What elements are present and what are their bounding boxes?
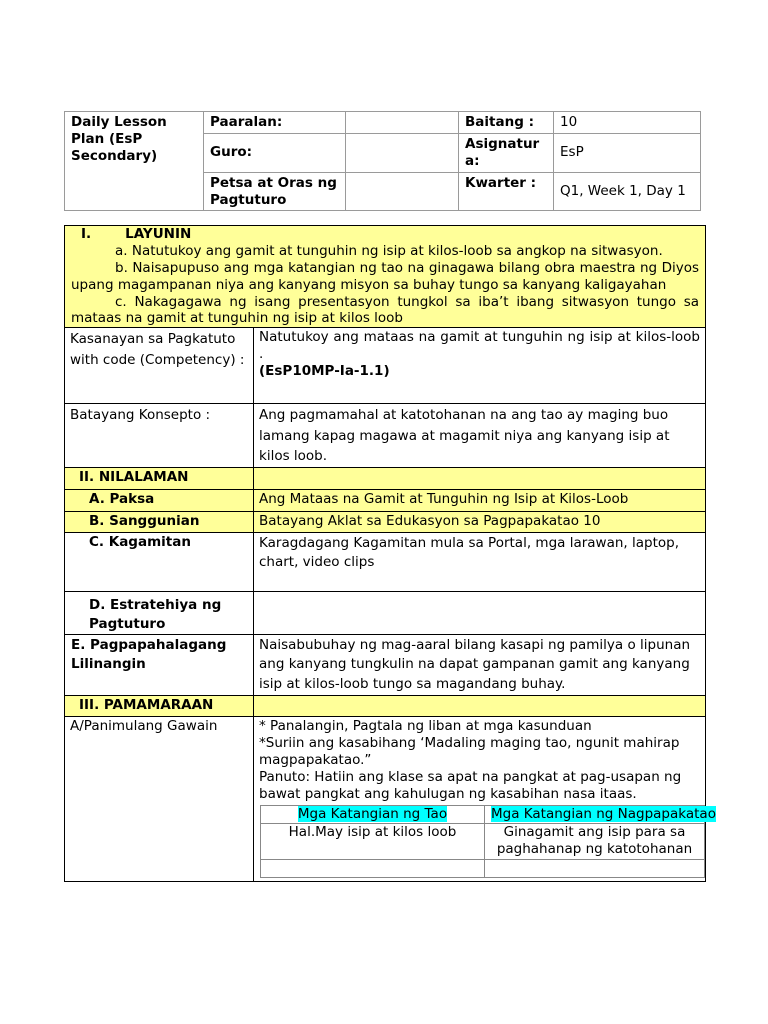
estratehiya-value: [254, 592, 706, 635]
pagpapahalaga-label: E. Pagpapahalagang Lilinangin: [65, 634, 254, 696]
kagamitan-row: [65, 533, 706, 592]
plan-title: Daily Lesson Plan (EsP Secondary): [65, 112, 204, 211]
paaralan-value: [346, 112, 459, 134]
nilalaman-heading: II. NILALAMAN: [65, 468, 254, 490]
kwarter-value: Q1, Week 1, Day 1: [554, 172, 701, 211]
sanggunian-row: [65, 512, 706, 533]
katangian-table: [260, 805, 716, 878]
sanggunian-label: B. Sanggunian: [65, 512, 254, 533]
pamamaraan-heading: III. PAMAMARAAN: [65, 696, 254, 717]
nilalaman-heading-row: [65, 468, 706, 490]
katangian-tao-header: Mga Katangian ng Tao: [297, 805, 448, 822]
kasanayan-text: Natutukoy ang mataas na gamit at tunguhin ng isip at kilos-loob .: [259, 329, 700, 363]
asignatura-label: Asignatura:: [459, 133, 554, 172]
konsepto-row: [65, 404, 706, 468]
petsa-label: Petsa at Oras ng Pagtuturo: [204, 172, 346, 211]
layunin-heading-text: LAYUNIN: [125, 226, 192, 242]
panimula-line-2: *Suriin ang kasabihang ‘Madaling maging tao, ngunit mahirap magpapakatao.”: [259, 735, 680, 769]
petsa-value: [346, 172, 459, 211]
estratehiya-row: [65, 592, 706, 635]
paksa-row: [65, 490, 706, 512]
konsepto-label: Batayang Konsepto :: [65, 404, 254, 468]
guro-label: Guro:: [204, 133, 346, 172]
katangian-nagpapakatao-header: Mga Katangian ng Nagpapakatao: [491, 805, 716, 822]
konsepto-text: Ang pagmamahal at katotohanan na ang tao ay maging buo lamang kapag magawa at magamit niya ang kanyang isip at kilos loob.: [254, 404, 706, 468]
paaralan-label: Paaralan:: [204, 112, 346, 134]
panimula-label: A/Panimulang Gawain: [65, 717, 254, 882]
layunin-item-c: c. Nakagagawa ng isang presentasyon tungkol sa iba’t ibang sitwasyon tungo sa mataas na gamit at tunguhin ng isip at kilos loob: [71, 293, 699, 327]
sanggunian-value: Batayang Aklat sa Edukasyon sa Pagpapakatao 10: [254, 512, 706, 533]
paksa-label: A. Paksa: [65, 490, 254, 512]
katangian-nagpapakatao-example: Ginagamit ang isip para sa paghahanap ng katotohanan: [485, 823, 705, 859]
kagamitan-value: Karagdagang Kagamitan mula sa Portal, mga larawan, laptop, chart, video clips: [254, 533, 706, 592]
katangian-empty-cell: [485, 859, 705, 877]
layunin-heading: [71, 226, 699, 243]
baitang-label: Baitang :: [459, 112, 554, 134]
paksa-value: Ang Mataas na Gamit at Tunguhin ng Isip at Kilos-Loob: [254, 490, 706, 512]
kagamitan-label: C. Kagamitan: [65, 533, 254, 592]
layunin-item-a: a. Natutukoy ang gamit at tunguhin ng isip at kilos-loob sa angkop na sitwasyon.: [115, 242, 663, 259]
layunin-heading-number: I.: [81, 226, 92, 242]
header-table: [64, 111, 701, 211]
pagpapahalaga-row: [65, 634, 706, 696]
pamamaraan-heading-row: [65, 696, 706, 717]
katangian-tao-example: Hal.May isip at kilos loob: [261, 823, 485, 859]
lesson-table: [64, 225, 716, 882]
layunin-section: [65, 226, 706, 328]
guro-value: [346, 133, 459, 172]
kasanayan-label: Kasanayan sa Pagkatuto with code (Competency) :: [65, 328, 254, 404]
kasanayan-row: [65, 328, 706, 404]
baitang-value: 10: [554, 112, 701, 134]
panimula-line-3: Panuto: Hatiin ang klase sa apat na pangkat at pag-usapan ng bawat pangkat ang kahulugan ng kasabihan nasa itaas.: [259, 769, 682, 802]
katangian-empty-cell: [261, 859, 485, 877]
kasanayan-code: (EsP10MP-Ia-1.1): [259, 363, 390, 379]
panimula-line-1: * Panalangin, Pagtala ng liban at mga kasunduan: [259, 718, 592, 735]
panimula-row: [65, 717, 706, 882]
estratehiya-label: D. Estratehiya ng Pagtuturo: [65, 592, 254, 635]
kwarter-label: Kwarter :: [459, 172, 554, 211]
layunin-item-b: b. Naisapupuso ang mga katangian ng tao na ginagawa bilang obra maestra ng Diyos upang magampanan niya ang kanyang misyon sa buhay tungo sa kanyang kaligayahan: [71, 259, 699, 293]
pagpapahalaga-value: Naisabubuhay ng mag-aaral bilang kasapi ng pamilya o lipunan ang kanyang tungkulin na dapat gampanan gamit ang kanyang isip at kilos-loob tungo sa magandang buhay.: [254, 634, 706, 696]
asignatura-value: EsP: [554, 133, 701, 172]
